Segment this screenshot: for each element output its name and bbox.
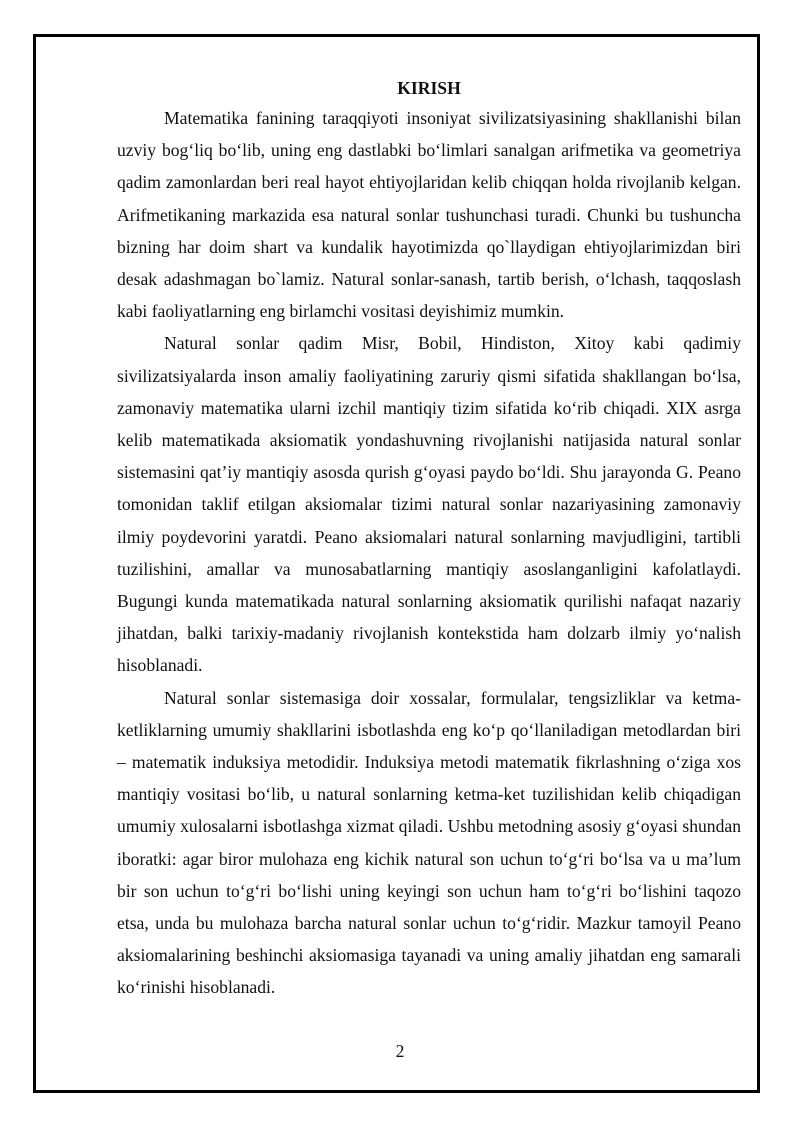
paragraph-intro: Matematika fanining taraqqiyoti insoniyat sivilizatsiyasining shakllanishi bilan uzviy bog‘liq bo‘lib, uning eng dastlabki bo‘limlari sanalgan arifmetika va geometriya qadim zamonlardan beri real hayot ehtiyojlaridan kelib chiqqan holda rivojlanib kelgan. Arifmetikaning markazida esa natural sonlar tushunchasi turadi. Chunki bu tushuncha bizning har doim shart va kundalik hayotimizda qo`llaydigan ehtiyojlarimizdan biri desak adashmagan bo`lamiz. Natural sonlar-sanash, tartib berish, o‘lchash, taqqoslash kabi faoliyatlarning eng birlamchi vositasi deyishimiz mumkin. xyxy=(117,108,741,322)
page-number: 2 xyxy=(395,1041,405,1061)
paragraph-history: Natural sonlar qadim Misr, Bobil, Hindiston, Xitoy kabi qadimiy sivilizatsiyalarda inson amaliy faoliyatining zaruriy qismi sifatida shakllangan bo‘lsa, zamonaviy matematika ularni izchil mantiqiy tizim sifatida ko‘rib chiqadi. XIX asrga kelib matematikada aksiomatik yondashuvning rivojlanishi natijasida natural sonlar sistemasini qat’iy mantiqiy asosda qurish g‘oyasi paydo bo‘ldi. Shu jarayonda G. Peano tomonidan taklif etilgan aksiomalar tizimi natural sonlar nazariyasining zamonaviy ilmiy poydevorini yaratdi. Peano aksiomalari natural sonlarning mavjudligini, tartibli tuzilishini, amallar va munosabatlarning mantiqiy asoslanganligini kafolatlaydi. Bugungi kunda matematikada natural sonlarning aksiomatik qurilishi nafaqat nazariy jihatdan, balki tarixiy-madaniy rivojlanish kontekstida ham dolzarb ilmiy yo‘nalish hisoblanadi. xyxy=(117,333,741,676)
document-body xyxy=(117,74,741,1004)
section-title: KIRISH xyxy=(397,78,461,98)
paragraph-induction: Natural sonlar sistemasiga doir xossalar, formulalar, tengsizliklar va ketma-ketliklarning umumiy shakllarini isbotlashda eng ko‘p qo‘llaniladigan metodlardan biri – matematik induksiya metodidir. Induksiya metodi matematik fikrlashning o‘ziga xos mantiqiy vositasi bo‘lib, u natural sonlarning ketma-ket tuzilishidan kelib chiqadigan umumiy xulosalarni isbotlashga xizmat qiladi. Ushbu metodning asosiy g‘oyasi shundan iboratki: agar biror mulohaza eng kichik natural son uchun to‘g‘ri bo‘lsa va u ma’lum bir son uchun to‘g‘ri bo‘lishi uning keyingi son uchun ham to‘g‘ri bo‘lishini taqozo etsa, unda bu mulohaza barcha natural sonlar uchun to‘g‘ridir. Mazkur tamoyil Peano aksiomalarining beshinchi aksiomasiga tayanadi va uning amaliy jihatdan eng samarali ko‘rinishi hisoblanadi. xyxy=(117,687,741,998)
